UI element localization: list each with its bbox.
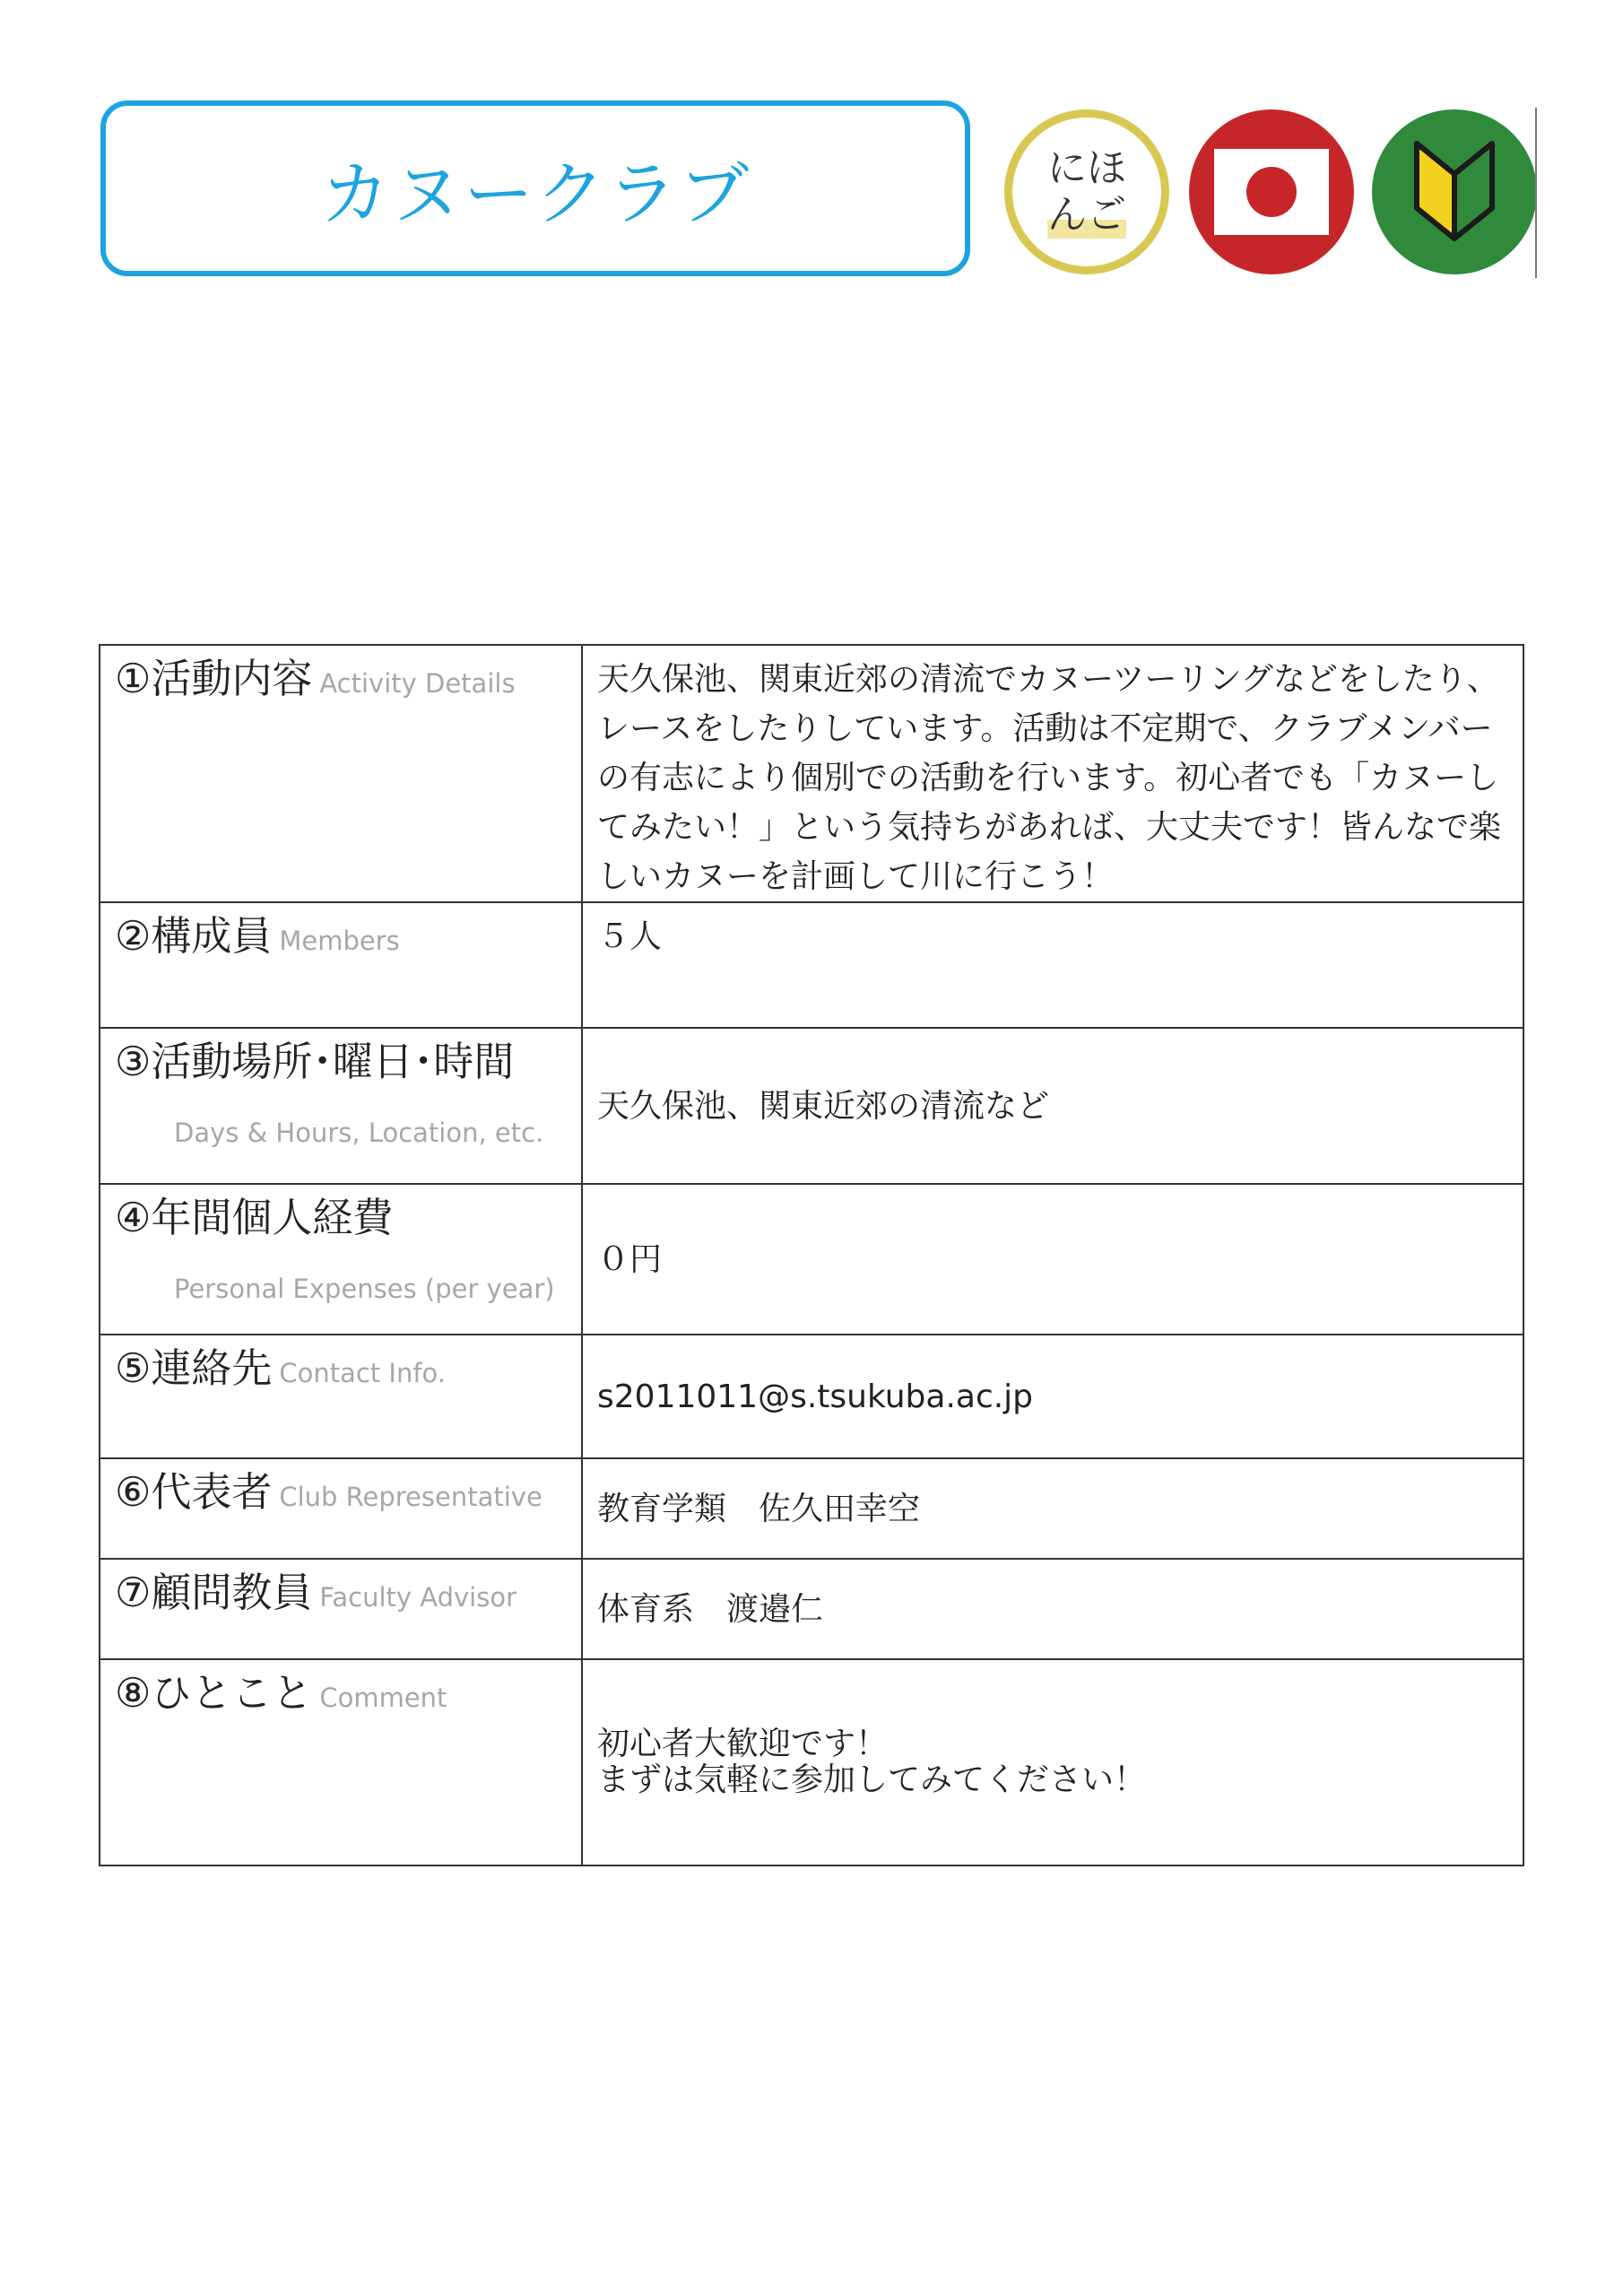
value-line: てみたい！」という気持ちがあれば、大丈夫です！皆んなで楽 xyxy=(597,809,1502,846)
members-value: ５人 xyxy=(597,918,663,955)
comment-line: 初心者大歓迎です！ xyxy=(597,1726,889,1762)
nihongo-line2: んご xyxy=(1047,192,1126,238)
flag-rectangle xyxy=(1214,149,1329,235)
value-cell xyxy=(582,1559,1523,1659)
edge-line xyxy=(1535,108,1537,278)
advisor-value: 体育系 渡邉仁 xyxy=(597,1590,824,1628)
representative-value: 教育学類 佐久田幸空 xyxy=(597,1490,921,1527)
value-cell xyxy=(582,1458,1523,1559)
label-cell xyxy=(100,1028,582,1184)
value-cell xyxy=(582,1659,1523,1866)
row-label: ③活動場所･曜日･時間 xyxy=(115,1038,515,1085)
row-label-en: Comment xyxy=(319,1683,447,1713)
row-label: ⑥代表者 xyxy=(115,1468,273,1516)
comment-line: まずは気軽に参加してみてください！ xyxy=(597,1761,1147,1798)
value-cell xyxy=(582,1335,1523,1458)
row-label-en: Members xyxy=(279,926,400,956)
japan-flag-icon xyxy=(1189,109,1354,274)
nihongo-line1: にほ xyxy=(1047,145,1126,191)
label-cell xyxy=(100,1659,582,1866)
row-label: ④年間個人経費 xyxy=(115,1194,394,1241)
club-title: カヌークラブ xyxy=(319,154,751,235)
table-row xyxy=(100,1335,1523,1458)
table-row xyxy=(100,1458,1523,1559)
table-row xyxy=(100,1028,1523,1184)
value-line: レースをしたりしています。活動は不定期で、クラブメンバー xyxy=(597,710,1493,747)
row-label: ①活動内容 xyxy=(115,655,313,702)
club-title-box xyxy=(100,100,970,276)
contact-value: s2011011@s.tsukuba.ac.jp xyxy=(597,1378,1034,1415)
label-cell xyxy=(100,1559,582,1659)
row-label-en: Activity Details xyxy=(319,668,516,699)
value-cell xyxy=(582,902,1523,1028)
label-cell xyxy=(100,1335,582,1458)
location-value: 天久保池、関東近郊の清流など xyxy=(597,1087,1050,1125)
value-cell xyxy=(582,1184,1523,1335)
row-label: ⑤連絡先 xyxy=(115,1344,273,1392)
club-info-table xyxy=(99,644,1524,1866)
row-label: ⑦顧問教員 xyxy=(115,1569,313,1616)
row-label-en: Personal Expenses (per year) xyxy=(174,1274,555,1304)
row-label-en: Faculty Advisor xyxy=(319,1582,516,1613)
expenses-value: ０円 xyxy=(597,1240,663,1278)
row-label: ②構成員 xyxy=(115,912,273,960)
label-cell xyxy=(100,645,582,902)
value-cell xyxy=(582,1028,1523,1184)
table-row xyxy=(100,1659,1523,1866)
value-line: しいカヌーを計画して川に行こう！ xyxy=(597,858,1115,895)
label-cell xyxy=(100,1184,582,1335)
row-label-en: Contact Info. xyxy=(279,1358,446,1388)
flag-sun xyxy=(1246,167,1297,217)
value-cell xyxy=(582,645,1523,902)
value-line: 天久保池、関東近郊の清流でカヌーツーリングなどをしたり、 xyxy=(597,661,1499,698)
beginner-mark-icon xyxy=(1372,109,1537,274)
table-row xyxy=(100,645,1523,902)
label-cell xyxy=(100,902,582,1028)
table-row xyxy=(100,1184,1523,1335)
table-row xyxy=(100,902,1523,1028)
row-label-en: Days & Hours, Location, etc. xyxy=(174,1118,544,1148)
value-line: の有志により個別での活動を行います。初心者でも「カヌーし xyxy=(597,760,1499,796)
nihongo-icon xyxy=(1004,109,1169,274)
row-label: ⑧ひとこと xyxy=(115,1669,313,1717)
label-cell xyxy=(100,1458,582,1559)
beginner-mark-shape xyxy=(1410,138,1499,246)
row-label-en: Club Representative xyxy=(279,1482,542,1512)
table-row xyxy=(100,1559,1523,1659)
